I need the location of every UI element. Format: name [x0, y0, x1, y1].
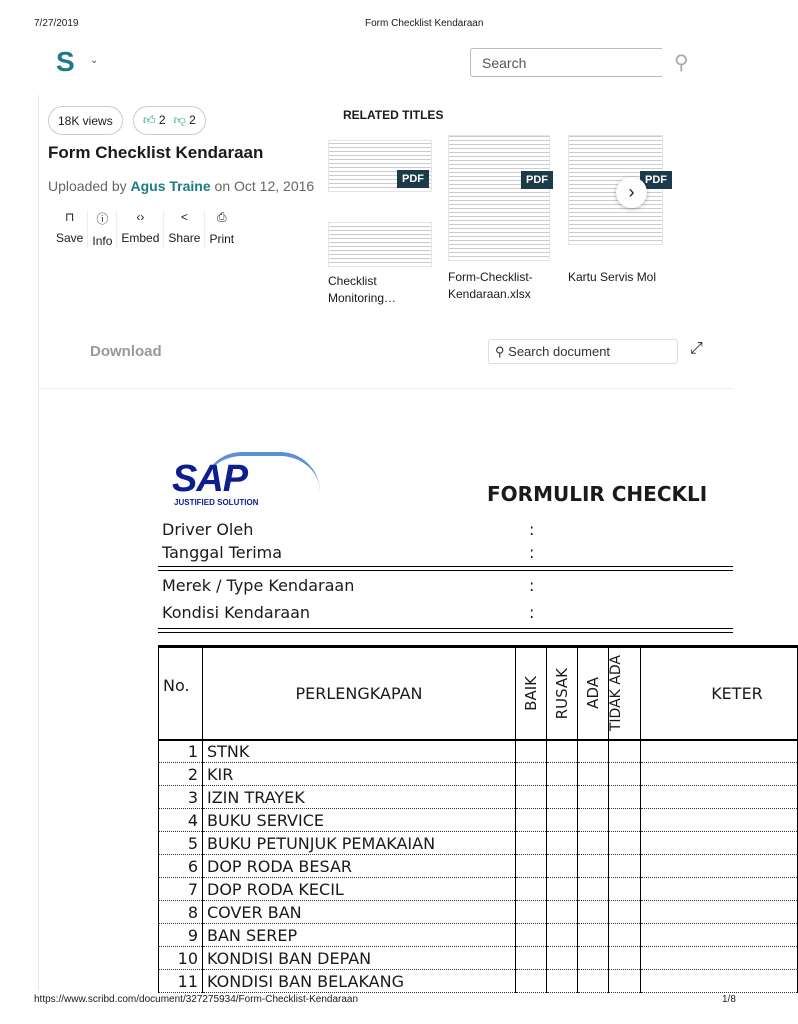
row-cell [641, 740, 798, 763]
table-row [159, 809, 798, 832]
row-cell [516, 740, 547, 763]
logo-subtext: JUSTIFIED SOLUTION [174, 498, 259, 507]
row-item: KONDISI BAN BELAKANG [203, 970, 516, 993]
row-item: BUKU PETUNJUK PEMAKAIAN [203, 832, 516, 855]
col-rusak: RUSAK [553, 667, 571, 719]
field-label: Kondisi Kendaraan [162, 603, 311, 622]
row-cell [641, 832, 798, 855]
table-row [159, 832, 798, 855]
row-cell [641, 970, 798, 993]
scribd-logo-icon[interactable]: S [56, 46, 75, 77]
upload-date: on Oct 12, 2016 [214, 178, 315, 194]
table-row [159, 878, 798, 901]
row-cell [516, 832, 547, 855]
row-cell [516, 947, 547, 970]
related-item[interactable] [448, 135, 550, 303]
thumbs-up-icon: 👍︎ [143, 113, 156, 127]
search-document-placeholder: Search document [508, 344, 611, 359]
search-icon[interactable]: ⚲ [674, 52, 689, 74]
embed-label: Embed [121, 231, 160, 245]
row-cell [641, 809, 798, 832]
related-title: Checklist Monitoring… [328, 274, 397, 305]
col-perlengkapan: PERLENGKAPAN [203, 647, 516, 740]
embed-icon: ‹› [136, 210, 145, 224]
row-item: KIR [203, 763, 516, 786]
pdf-badge: PDF [397, 170, 429, 188]
row-cell [547, 901, 578, 924]
views-count: 18K views [58, 113, 113, 128]
row-cell [547, 809, 578, 832]
thumbnail [328, 140, 432, 192]
row-number: 3 [159, 786, 203, 809]
print-date: 7/27/2019 [34, 18, 79, 29]
double-rule [158, 566, 733, 571]
row-item: DOP RODA BESAR [203, 855, 516, 878]
related-item[interactable] [328, 140, 432, 307]
share-label: Share [168, 231, 201, 245]
thumbs-down-icon: 👎︎ [173, 113, 186, 127]
save-label: Save [56, 231, 84, 245]
print-title: Form Checklist Kendaraan [365, 18, 484, 29]
checklist-table [158, 645, 798, 993]
table-row [159, 970, 798, 993]
row-cell [547, 832, 578, 855]
double-rule [158, 628, 733, 633]
next-related-button[interactable] [616, 177, 647, 208]
table-row [159, 740, 798, 763]
row-cell [578, 855, 609, 878]
row-cell [609, 878, 641, 901]
row-cell [609, 901, 641, 924]
row-item: STNK [203, 740, 516, 763]
col-baik: BAIK [522, 675, 540, 711]
col-keterangan: KETER [641, 647, 798, 740]
row-number: 8 [159, 901, 203, 924]
print-button[interactable] [205, 210, 238, 248]
uploaded-prefix: Uploaded by [48, 178, 127, 194]
table-row [159, 855, 798, 878]
row-item: DOP RODA KECIL [203, 878, 516, 901]
printer-icon: ⎙ [216, 210, 227, 224]
row-cell [516, 763, 547, 786]
table-row [159, 947, 798, 970]
row-cell [547, 947, 578, 970]
row-cell [641, 947, 798, 970]
col-tidak-ada: TIDAK ADA [608, 655, 624, 732]
field-label: Tanggal Terima [162, 543, 283, 562]
share-button[interactable] [164, 210, 205, 248]
panel-border [38, 95, 39, 990]
thumbnail [328, 222, 432, 267]
row-cell [516, 970, 547, 993]
col-ada: ADA [584, 677, 602, 710]
row-number: 7 [159, 878, 203, 901]
row-cell [516, 901, 547, 924]
download-button[interactable]: Download [90, 343, 162, 360]
fullscreen-icon[interactable]: ⤢ [690, 340, 703, 357]
table-header [159, 647, 798, 740]
pdf-badge: PDF [640, 171, 672, 189]
row-cell [609, 947, 641, 970]
form-heading: FORMULIR CHECKLI [487, 482, 708, 506]
row-cell [609, 855, 641, 878]
table-row [159, 901, 798, 924]
search-document-input[interactable] [488, 339, 678, 364]
row-cell [609, 763, 641, 786]
info-icon: ⓘ [96, 212, 109, 226]
colon: : [529, 576, 535, 595]
row-number: 4 [159, 809, 203, 832]
rating-badge [133, 106, 206, 135]
row-cell [578, 924, 609, 947]
row-cell [641, 786, 798, 809]
thumbs-down-button[interactable] [174, 113, 196, 128]
row-cell [641, 878, 798, 901]
row-cell [609, 970, 641, 993]
related-title: Form-Checklist-Kendaraan.xlsx [448, 270, 533, 301]
embed-button[interactable] [117, 210, 164, 248]
upload-info [48, 178, 314, 194]
row-cell [578, 763, 609, 786]
row-cell [578, 947, 609, 970]
row-cell [578, 901, 609, 924]
table-row [159, 924, 798, 947]
row-cell [609, 924, 641, 947]
row-item: IZIN TRAYEK [203, 786, 516, 809]
table-row [159, 763, 798, 786]
colon: : [529, 543, 535, 562]
info-button[interactable] [88, 210, 117, 248]
row-number: 10 [159, 947, 203, 970]
row-cell [547, 740, 578, 763]
divider [38, 388, 733, 389]
row-number: 9 [159, 924, 203, 947]
row-cell [547, 970, 578, 993]
row-cell [641, 855, 798, 878]
views-badge [48, 106, 123, 135]
sap-logo [172, 452, 322, 512]
checklist-table-wrap [158, 645, 763, 995]
row-number: 6 [159, 855, 203, 878]
row-item: BUKU SERVICE [203, 809, 516, 832]
search-icon: ⚲ [495, 344, 505, 359]
action-bar [52, 210, 238, 248]
colon: : [529, 603, 535, 622]
document-title: Form Checklist Kendaraan [48, 143, 264, 162]
chevron-down-icon[interactable]: ⌄ [90, 55, 99, 66]
print-label: Print [209, 232, 235, 246]
row-cell [609, 809, 641, 832]
related-heading: RELATED TITLES [343, 108, 444, 122]
colon: : [529, 520, 535, 539]
bookmark-icon: ⊓ [64, 210, 75, 224]
page-number: 1/8 [722, 994, 736, 1005]
row-cell [578, 809, 609, 832]
row-cell [547, 763, 578, 786]
thumbs-up-button[interactable] [143, 113, 166, 128]
row-number: 2 [159, 763, 203, 786]
row-cell [578, 878, 609, 901]
row-cell [516, 878, 547, 901]
pdf-badge: PDF [521, 171, 553, 189]
row-cell [578, 740, 609, 763]
dislikes-count: 2 [189, 113, 196, 127]
row-cell [516, 786, 547, 809]
save-button[interactable] [52, 210, 88, 248]
row-cell [578, 832, 609, 855]
search-input[interactable]: Search [470, 48, 662, 77]
row-cell [641, 924, 798, 947]
row-cell [547, 786, 578, 809]
likes-count: 2 [158, 113, 166, 127]
author-link[interactable]: Agus Traine [130, 178, 211, 194]
share-icon: < [180, 210, 188, 224]
row-item: KONDISI BAN DEPAN [203, 947, 516, 970]
field-label: Driver Oleh [162, 520, 254, 539]
row-cell [516, 855, 547, 878]
info-label: Info [92, 234, 113, 248]
row-item: BAN SEREP [203, 924, 516, 947]
related-title: Kartu Servis Mol [568, 270, 657, 284]
row-cell [578, 786, 609, 809]
row-number: 1 [159, 740, 203, 763]
row-cell [641, 901, 798, 924]
row-number: 11 [159, 970, 203, 993]
footer-url: https://www.scribd.com/document/327275934/Form-Checklist-Kendaraan [34, 994, 359, 1005]
row-item: COVER BAN [203, 901, 516, 924]
row-cell [547, 855, 578, 878]
row-cell [516, 809, 547, 832]
row-cell [516, 924, 547, 947]
table-row [159, 786, 798, 809]
logo-text: SAP [172, 458, 248, 500]
field-label: Merek / Type Kendaraan [162, 576, 355, 595]
row-cell [578, 970, 609, 993]
row-cell [609, 740, 641, 763]
row-cell [547, 924, 578, 947]
row-cell [547, 878, 578, 901]
col-no: No. [159, 647, 203, 740]
row-cell [609, 832, 641, 855]
related-item[interactable] [568, 135, 667, 286]
row-cell [609, 786, 641, 809]
chevron-right-icon: › [628, 182, 635, 202]
thumbnail [448, 135, 550, 261]
row-cell [641, 763, 798, 786]
row-number: 5 [159, 832, 203, 855]
